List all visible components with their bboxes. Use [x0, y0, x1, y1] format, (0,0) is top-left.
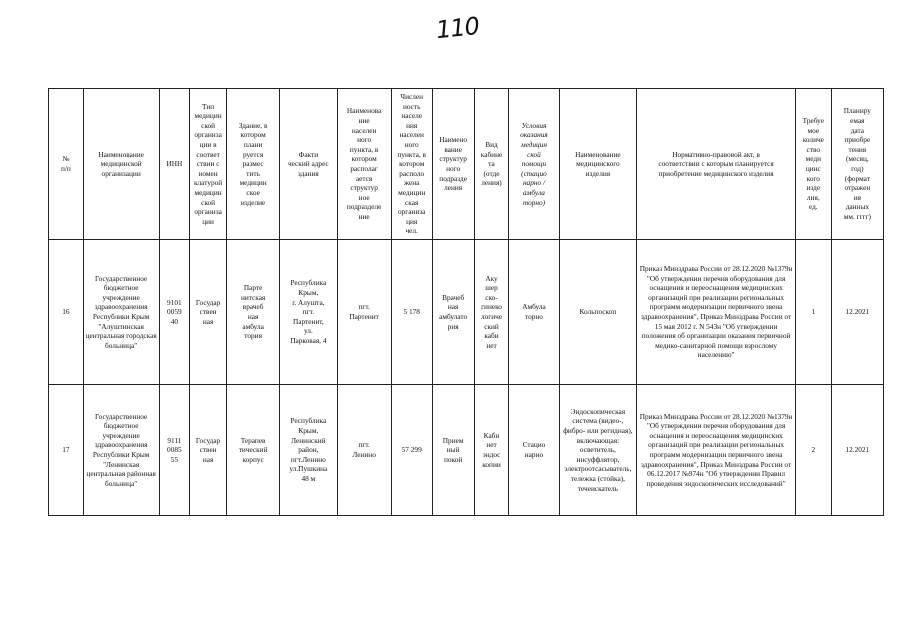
col-header-address: Факти ческий адрес здания	[280, 89, 337, 240]
cell-device: Эндоскопическая система (видео-, фибро- или регидная), включающая: осветитель, инсуффлятор, электроотсасыватель, тележка (стойка), течеискатель	[559, 385, 637, 516]
table-row	[49, 240, 884, 385]
cell-inn: 9101 0059 40	[159, 240, 190, 385]
cell-inn: 9111 0085 55	[159, 385, 190, 516]
cell-num: 17	[49, 385, 84, 516]
col-header-num: № п/п	[49, 89, 84, 240]
cell-address: Республика Крым, г. Алушта, пгт. Партенит, ул. Парковая, 4	[280, 240, 337, 385]
table-header-row	[49, 89, 884, 240]
col-header-date: Планиру емая дата приобре тения (месяц, год) (формат отражен ия данных мм. гггг)	[831, 89, 883, 240]
cell-cabinet: Каби нет эндос копии	[474, 385, 509, 516]
cell-unit: Врачеб ная амбулато рия	[432, 240, 474, 385]
cell-population: 57 299	[391, 385, 432, 516]
cell-unit: Прием ный покой	[432, 385, 474, 516]
cell-type: Государ ствен ная	[190, 240, 227, 385]
cell-device: Кольпоскоп	[559, 240, 637, 385]
cell-act: Приказ Минздрава России от 28.12.2020 №1379н "Об утверждении перечня оборудования для оснащения и переоснащения медицинских организаций при реализации региональных программ модернизации первичного звена здравоохранения", Приказ Минздрава России от 06.12.2017 №974н "Об утверждении Правил проведения эндоскопических исследований"	[637, 385, 796, 516]
col-header-device: Наименование медицинского изделия	[559, 89, 637, 240]
cell-conditions: Амбула торно	[509, 240, 559, 385]
cell-cabinet: Аку шер ско- гинеко логиче ский каби нет	[474, 240, 509, 385]
col-header-qty: Требуе мое количе ство меди цинс кого изде лия, ед.	[795, 89, 831, 240]
cell-settlement: пгт. Партенит	[337, 240, 391, 385]
col-header-building: Здание, в котором плани руется размес тить медицин ское изделие	[227, 89, 280, 240]
medical-device-table	[48, 88, 884, 516]
cell-num: 16	[49, 240, 84, 385]
cell-org: Государственное бюджетное учреждение здравоохранения Республики Крым "Алуштинская центральная городская больница"	[83, 240, 159, 385]
cell-act: Приказ Минздрава России от 28.12.2020 №1379н "Об утверждении перечня оборудования для оснащения и переоснащения медицинских организаций при реализации региональных программ модернизации первичного звена здравоохранения", Приказ Минздрава России от 15 мая 2012 г. N 543н "Об утверждении положения об организации оказания первичной медико-санитарной помощи взрослому населению"	[637, 240, 796, 385]
cell-building: Парте нитская врачеб ная амбула тория	[227, 240, 280, 385]
col-header-conditions: Условия оказания медицин ской помощи (стацио нарно / амбула торно)	[509, 89, 559, 240]
cell-type: Государ ствен ная	[190, 385, 227, 516]
col-header-population: Числен ность населе ния населен ного пункта, в котором располо жена медицин ская организа ция чел.	[391, 89, 432, 240]
col-header-inn: ИНН	[159, 89, 190, 240]
col-header-cabinet: Вид кабине та (отде ления)	[474, 89, 509, 240]
table-row	[49, 385, 884, 516]
col-header-type: Тип медицин ской организа ции в соответ ствии с номен клатурой медицин ской организа ции	[190, 89, 227, 240]
col-header-act: Нормативно-правовой акт, в соответствии с которым планируется приобретение медицинского изделия	[637, 89, 796, 240]
cell-building: Терапев тический корпус	[227, 385, 280, 516]
cell-org: Государственное бюджетное учреждение здравоохранения Республики Крым "Ленинская центральная районная больница"	[83, 385, 159, 516]
col-header-unit: Наимено вание структур ного подразде ления	[432, 89, 474, 240]
cell-qty: 2	[795, 385, 831, 516]
cell-address: Республика Крым, Ленинский район, пгт.Ленино ул.Пушкина 48 м	[280, 385, 337, 516]
cell-settlement: пгт. Ленино	[337, 385, 391, 516]
col-header-org: Наименование медицинской организации	[83, 89, 159, 240]
page-number: 110	[434, 11, 481, 45]
cell-date: 12.2021	[831, 240, 883, 385]
col-header-settlement: Наименова ние населен ного пункта, в котором располаг ается структур ное подразделе ние	[337, 89, 391, 240]
cell-conditions: Стацио нарно	[509, 385, 559, 516]
cell-date: 12.2021	[831, 385, 883, 516]
cell-population: 5 178	[391, 240, 432, 385]
cell-qty: 1	[795, 240, 831, 385]
